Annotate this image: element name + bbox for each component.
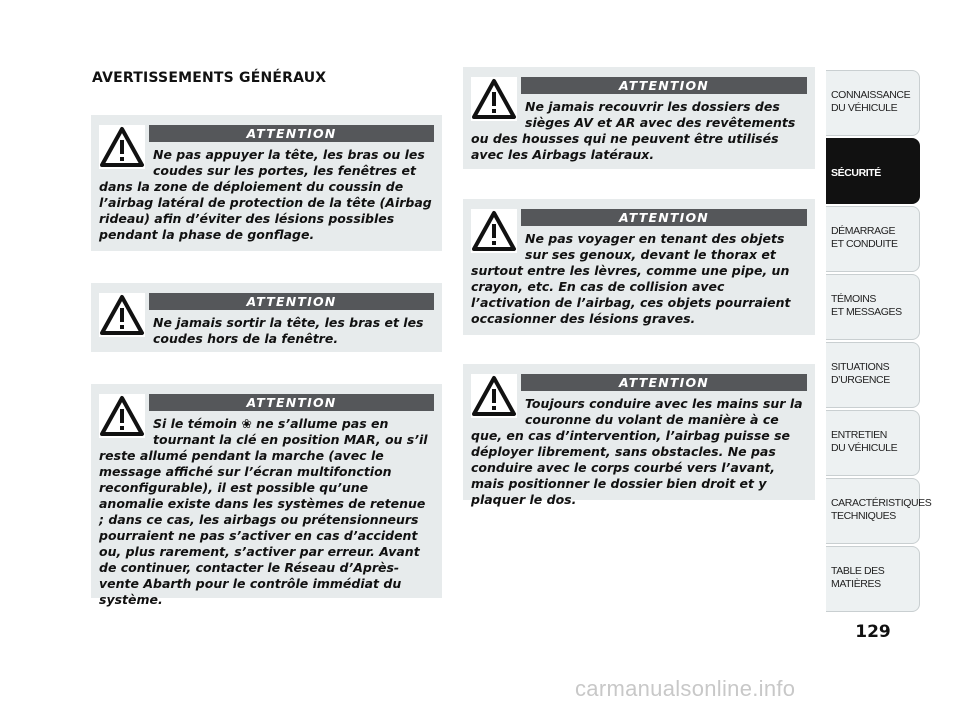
tab-label: TABLE DES [831, 565, 885, 577]
tab-label: SITUATIONS [831, 361, 890, 373]
tab-label: MATIÈRES [831, 578, 881, 590]
warning-box [91, 283, 442, 352]
tab-label: CONNAISSANCE [831, 89, 911, 101]
attention-label: ATTENTION [521, 374, 807, 391]
warning-triangle-icon [99, 394, 145, 438]
warning-text: Ne pas voyager en tenant des objets sur ses genoux, devant le thorax et surtout entre les lèvres, comme une pipe, un crayon, etc. En cas de collision avec l’activation de l’airbag, ces objets pourraient occasionner des lésions graves. [471, 231, 791, 326]
tab-label: SÉCURITÉ [831, 167, 881, 179]
tab-label: TECHNIQUES [831, 510, 896, 522]
warning-text: Ne pas appuyer la tête, les bras ou les coudes sur les portes, les fenêtres et dans la zone de déploiement du coussin de l’airbag latéral de protection de la tête (Airbag rideau) afin d’éviter des lésions possibles pendant la phase de gonflage. [99, 147, 432, 242]
tab-temoins-et-messages[interactable] [826, 274, 920, 340]
watermark: carmanualsonline.info [575, 676, 796, 701]
attention-label: ATTENTION [149, 125, 434, 142]
warning-box [463, 67, 815, 169]
warning-text: Ne jamais sortir la tête, les bras et les coudes hors de la fenêtre. [153, 315, 424, 346]
tab-label: DU VÉHICULE [831, 102, 898, 114]
warning-box [91, 384, 442, 607]
tab-label: ENTRETIEN [831, 429, 887, 441]
tab-label: DÉMARRAGE [831, 225, 896, 237]
warning-box [91, 115, 442, 251]
warning-triangle-icon [471, 77, 517, 121]
warning-box [463, 199, 815, 335]
tab-label: ET MESSAGES [831, 306, 902, 318]
tab-table-des-matieres[interactable] [826, 546, 920, 612]
section-title: AVERTISSEMENTS GÉNÉRAUX [92, 70, 327, 86]
attention-label: ATTENTION [521, 77, 807, 94]
warning-triangle-icon [471, 374, 517, 418]
tab-label: CARACTÉRISTIQUES [831, 497, 932, 509]
tab-label: D’URGENCE [831, 374, 890, 386]
chapter-tabs [826, 70, 932, 614]
tab-label: ET CONDUITE [831, 238, 898, 250]
attention-label: ATTENTION [149, 394, 434, 411]
warning-triangle-icon [99, 125, 145, 169]
warning-box [463, 364, 815, 507]
warning-triangle-icon [99, 293, 145, 337]
attention-label: ATTENTION [149, 293, 434, 310]
warning-text: Toujours conduire avec les mains sur la couronne du volant de manière à ce que, en cas d’intervention, l’airbag puisse se déployer librement, sans obstacles. Ne pas conduire avec le corps courbé vers l’avant, mais positionner le dossier bien droit et y plaquer le dos. [471, 396, 803, 507]
warning-triangle-icon [471, 209, 517, 253]
tab-connaissance-du-vehicule[interactable] [826, 70, 920, 136]
tab-entretien-du-vehicule[interactable] [826, 410, 920, 476]
tab-caracteristiques-techniques[interactable] [826, 478, 932, 544]
tab-label: TÉMOINS [831, 293, 877, 305]
tab-situations-d-urgence[interactable] [826, 342, 920, 408]
warning-text: Ne jamais recouvrir les dossiers des sièges AV et AR avec des revêtements ou des housses qui ne peuvent être utilisés avec les Airbags latéraux. [471, 99, 796, 162]
tab-label: DU VÉHICULE [831, 442, 898, 454]
tab-securite[interactable] [826, 138, 920, 204]
attention-label: ATTENTION [521, 209, 807, 226]
tab-demarrage-et-conduite[interactable] [826, 206, 920, 272]
page-number: 129 [855, 622, 891, 642]
warning-text: Si le témoin ❀ ne s’allume pas en tournant la clé en position MAR, ou s’il reste allumé pendant la marche (avec le message affiché sur l’écran multifonction reconfigurable), il est possible qu’une anomalie existe dans les systèmes de retenue ; dans ce cas, les airbags ou prétensionneurs pourraient ne pas s’activer en cas d’accident ou, plus rarement, s’activer par erreur. Avant de continuer, contacter le Réseau d’Après-vente Abarth pour le contrôle immédiat du système. [99, 416, 428, 607]
